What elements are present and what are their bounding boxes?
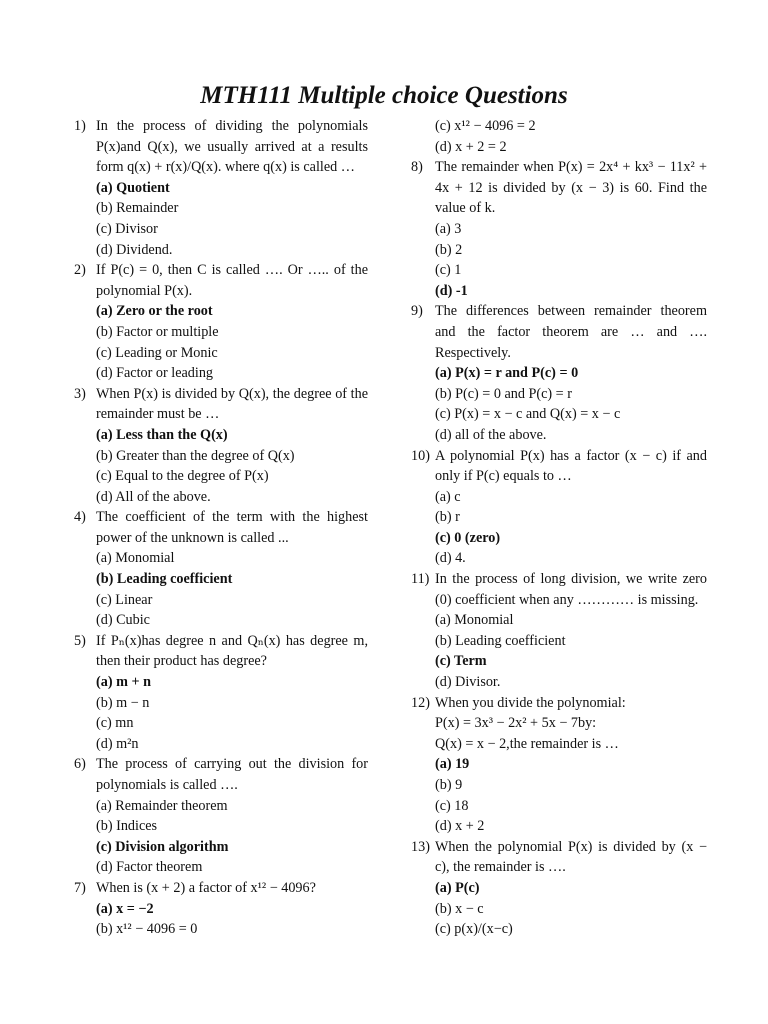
question-number: 5) [74,632,86,649]
right-column [411,116,707,940]
question-text: When the polynomial P(x) is divided by (x − c), the remainder is …. [435,838,707,876]
option-b: (b) Factor or multiple [96,323,219,340]
question-5 [74,631,368,755]
question-text: A polynomial P(x) has a factor (x − c) if and only if P(c) equals to … [435,447,707,485]
option-b: (b) x − c [435,900,484,917]
option-c: (c) p(x)/(x−c) [435,921,513,938]
option-d: (d) m²n [96,735,139,752]
equation-line: P(x) = 3x³ − 2x² + 5x − 7by: [435,715,597,732]
question-number: 6) [74,756,86,773]
question-number: 2) [74,262,86,279]
question-text: When P(x) is divided by Q(x), the degree of the remainder must be … [96,385,368,423]
question-11 [411,569,707,693]
option-b: (b) 2 [435,241,463,258]
question-6 [74,754,368,878]
option-a: (a) m + n [96,674,151,691]
option-b: (b) Indices [96,818,158,835]
question-13 [411,837,707,940]
question-number: 1) [74,118,86,134]
option-c: (c) Linear [96,591,153,608]
option-d: (d) x + 2 = 2 [435,138,507,155]
option-d: (d) Factor theorem [96,859,203,876]
option-b: (b) P(c) = 0 and P(c) = r [435,385,572,402]
option-c: (c) Term [435,653,487,670]
question-number: 7) [74,879,86,896]
option-c: (c) mn [96,715,134,732]
option-d: (d) all of the above. [435,426,547,443]
option-d: (d) Divisor. [435,674,501,691]
option-a: (a) Remainder theorem [96,797,228,814]
page-title: MTH111 Multiple choice Questions [200,82,568,109]
question-2 [74,260,368,384]
option-a: (a) Less than the Q(x) [96,426,228,443]
option-a: (a) x = −2 [96,900,154,917]
option-d: (d) x + 2 [435,818,485,835]
question-text: The process of carrying out the division for polynomials is called …. [96,756,368,793]
question-text: The coefficient of the term with the highest power of the unknown is called ... [96,509,368,546]
question-number: 11) [411,571,430,588]
equation-line: Q(x) = x − 2,the remainder is … [435,735,619,752]
left-column [74,116,368,940]
option-d: (d) -1 [435,282,468,299]
question-7 [74,878,368,940]
question-text: The remainder when P(x) = 2x⁴ + kx³ − 11x² + 4x + 12 is divided by (x − 3) is 60. Find the value of k. [435,159,707,217]
question-10 [411,446,707,570]
question-4 [74,507,368,631]
option-c: (c) 1 [435,262,462,279]
option-b: (b) x¹² − 4096 = 0 [96,921,198,938]
question-text: In the process of dividing the polynomials P(x)and Q(x), we usually arrived at a results form q(x) + r(x)/Q(x). where q(x) is called … [96,118,368,176]
question-number: 12) [411,694,430,711]
option-a: (a) Quotient [96,179,170,196]
option-a: (a) Zero or the root [96,303,213,320]
option-d: (d) 4. [435,550,466,567]
option-b: (b) m − n [96,694,150,711]
option-b: (b) Leading coefficient [435,632,566,649]
question-3 [74,384,368,508]
option-c: (c) Leading or Monic [96,344,218,361]
question-text: The differences between remainder theorem and the factor theorem are … and …. Respectively. [435,303,707,361]
option-a: (a) P(c) [435,879,480,896]
question-text: If P(c) = 0, then C is called …. Or ….. of the polynomial P(x). [96,262,368,299]
question-12 [411,693,707,837]
option-c: (c) x¹² − 4096 = 2 [435,118,536,134]
option-b: (b) r [435,509,460,526]
option-a: (a) P(x) = r and P(c) = 0 [435,365,579,382]
option-c: (c) P(x) = x − c and Q(x) = x − c [435,406,621,423]
question-text: If Pₙ(x)has degree n and Qₙ(x) has degree m, then their product has degree? [96,632,368,670]
option-b: (b) 9 [435,777,463,793]
option-b: (b) Remainder [96,200,179,217]
option-a: (a) Monomial [96,550,175,567]
option-d: (d) Dividend. [96,241,173,258]
question-text: When is (x + 2) a factor of x¹² − 4096? [96,879,316,896]
question-text: When you divide the polynomial: [435,694,626,711]
question-number: 4) [74,509,86,526]
question-text: In the process of long division, we write zero (0) coefficient when any ………… is missing. [435,571,707,608]
question-number: 9) [411,303,423,320]
option-a: (a) 3 [435,220,462,237]
option-b: (b) Leading coefficient [96,571,233,588]
option-b: (b) Greater than the degree of Q(x) [96,447,295,464]
question-1 [74,116,368,260]
option-c: (c) 0 (zero) [435,529,501,546]
option-c: (c) 18 [435,797,469,814]
option-c: (c) Division algorithm [96,838,229,855]
question-number: 3) [74,385,86,402]
question-7-continued [411,116,707,157]
question-number: 13) [411,838,430,855]
option-a: (a) 19 [435,756,470,773]
option-c: (c) Equal to the degree of P(x) [96,468,269,485]
question-number: 10) [411,447,430,464]
option-a: (a) Monomial [435,612,514,629]
option-d: (d) Factor or leading [96,365,214,382]
option-d: (d) Cubic [96,612,150,629]
option-d: (d) All of the above. [96,488,211,505]
option-c: (c) Divisor [96,220,158,237]
question-8 [411,157,707,301]
option-a: (a) c [435,488,461,505]
question-9 [411,301,707,445]
question-number: 8) [411,159,423,176]
